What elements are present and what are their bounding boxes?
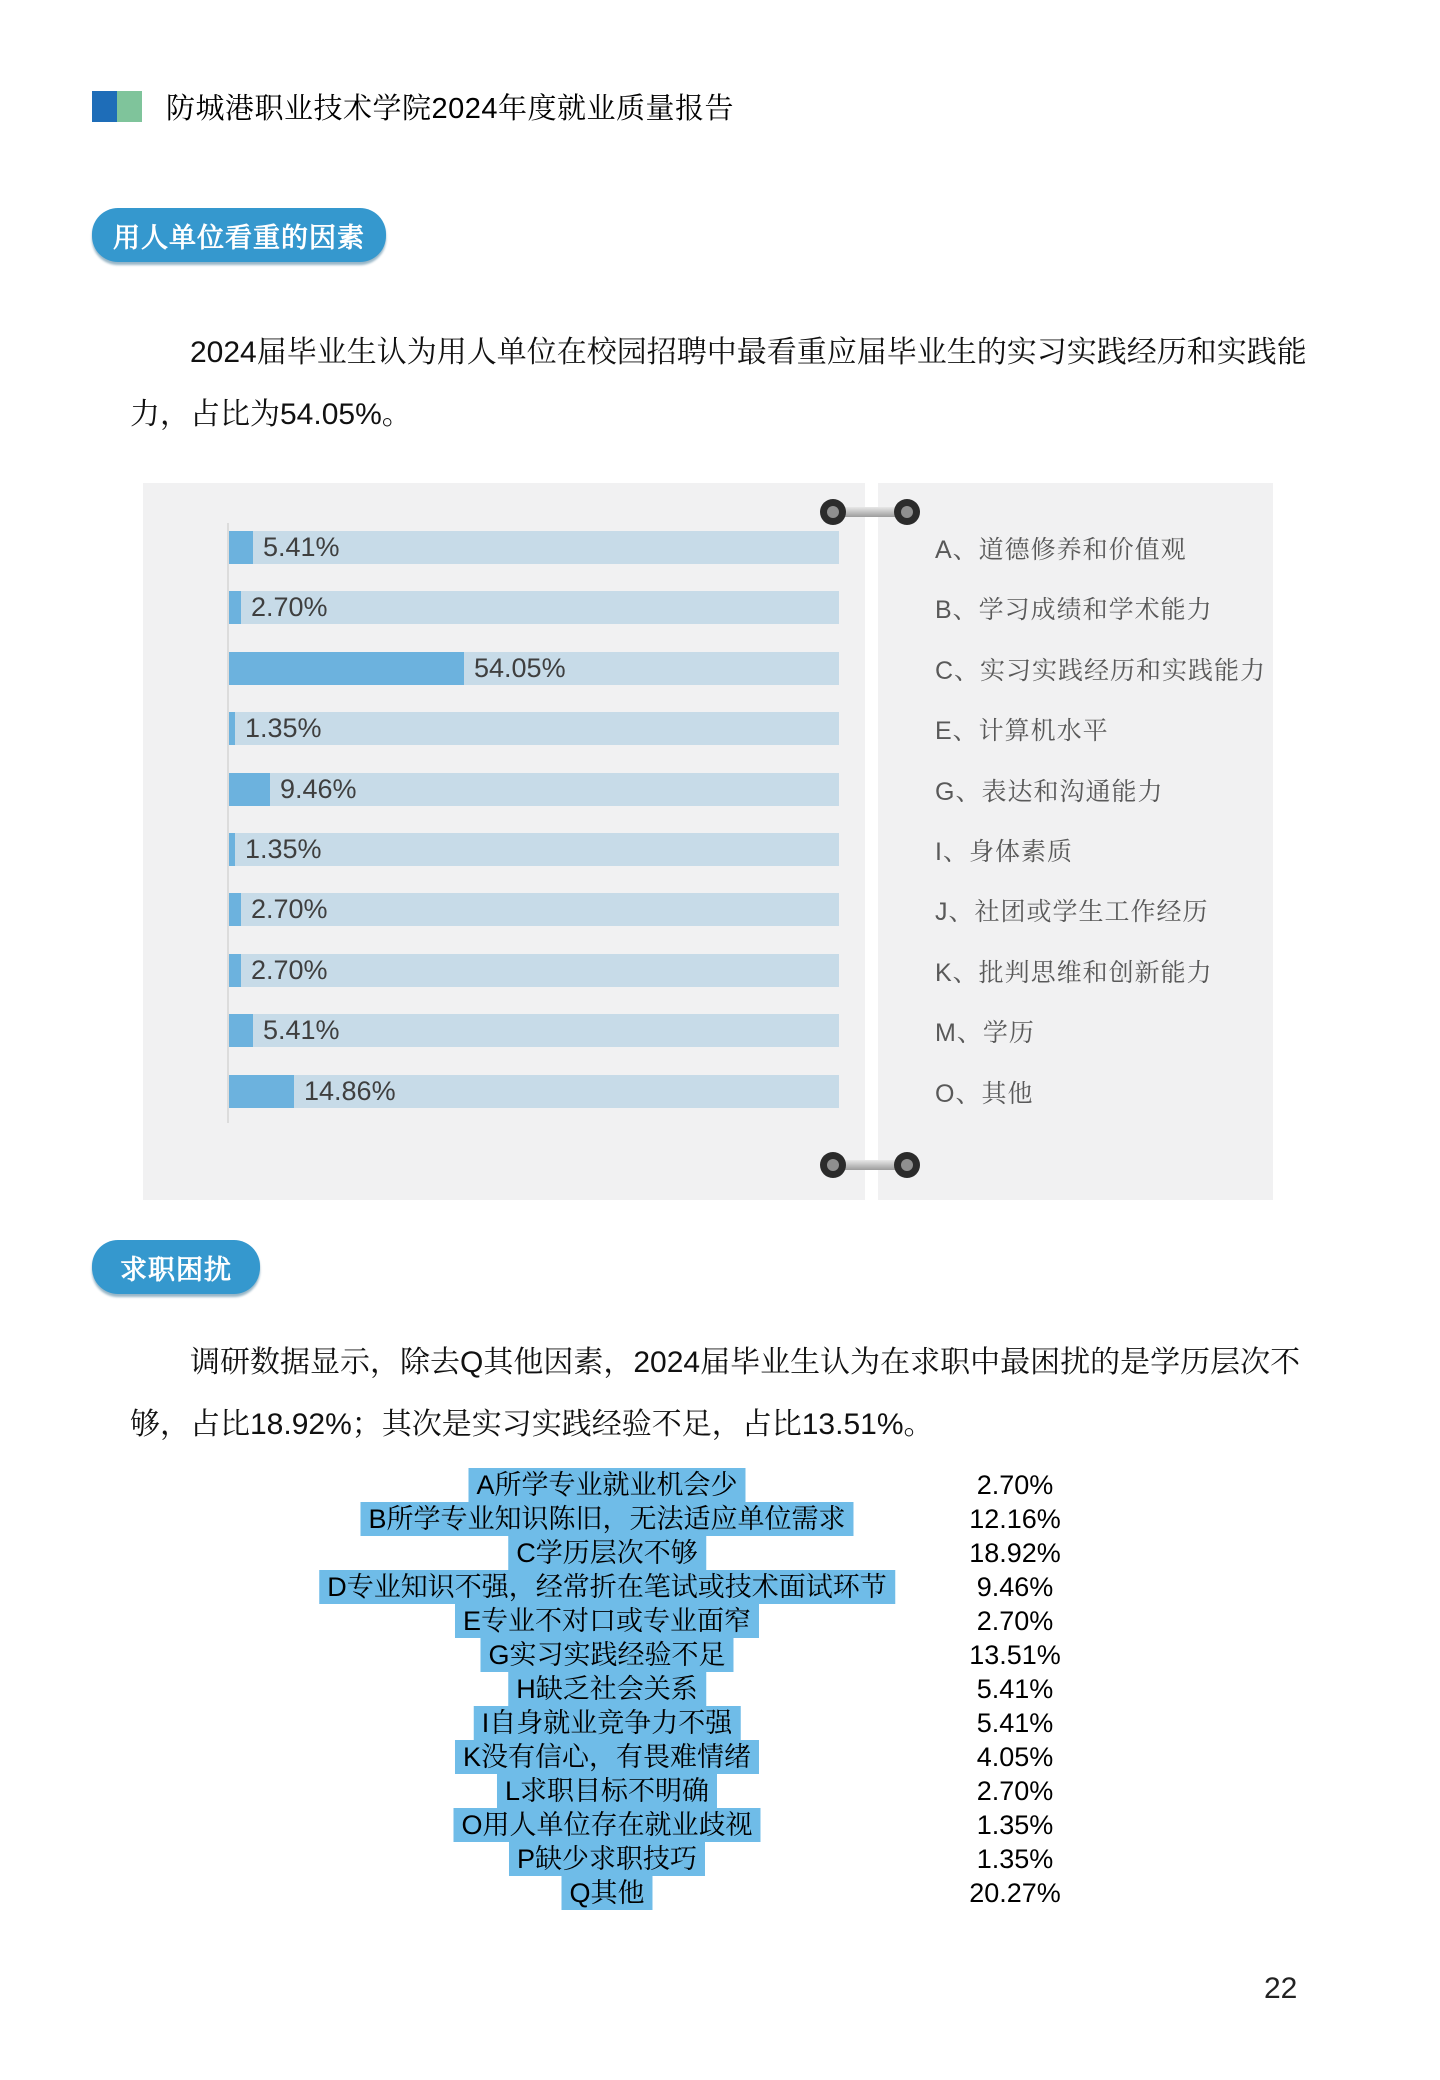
bar-value-label: 1.35% [245,834,322,864]
bar-fill [229,954,241,987]
list-item-value: 18.92% [969,1538,1061,1568]
bar-track [229,712,839,745]
bar-fill [229,591,241,624]
bar-chart-panel [143,483,865,1200]
list-item-value: 13.51% [969,1640,1061,1670]
list-item-value: 12.16% [969,1504,1061,1534]
category-label: K、批判思维和创新能力 [935,958,1213,987]
bar-track [229,1014,839,1047]
bar-value-label: 5.41% [263,532,340,562]
bar-fill [229,1014,253,1047]
list-item-label: O用人单位存在就业歧视 [453,1808,760,1842]
bar-value-label: 2.70% [251,894,328,924]
category-row [935,954,1213,987]
bar-track [229,591,839,624]
bar-value-label: 2.70% [251,955,328,985]
trouble-list [0,1468,1440,1910]
binder-ring-bottom [820,1150,920,1180]
binder-ring-icon [894,1152,920,1178]
list-item-label: E专业不对口或专业面窄 [455,1604,759,1638]
bar-fill [229,773,270,806]
list-item-label: P缺少求职技巧 [509,1842,705,1876]
bar-value-label: 2.70% [251,592,328,622]
list-item [0,1808,1440,1842]
list-item-value: 5.41% [976,1708,1054,1738]
category-label: E、计算机水平 [935,716,1109,745]
category-label: J、社团或学生工作经历 [935,897,1209,926]
category-row [935,893,1209,926]
bar-fill [229,531,253,564]
bar-fill [229,833,235,866]
category-row [935,591,1213,624]
list-item-value: 20.27% [969,1878,1061,1908]
bar-fill [229,712,235,745]
list-item-label: Q其他 [561,1876,652,1910]
logo-green-square [117,91,142,122]
list-item-label: K没有信心，有畏难情绪 [455,1740,759,1774]
bar-fill [229,1075,294,1108]
category-label: O、其他 [935,1079,1034,1108]
category-label: B、学习成绩和学术能力 [935,595,1213,624]
bar-row [229,773,839,806]
bar-fill [229,893,241,926]
list-item-value: 1.35% [976,1844,1054,1874]
bar-row [229,833,839,866]
list-item-value: 1.35% [976,1810,1054,1840]
list-item-label: B所学专业知识陈旧，无法适应单位需求 [360,1502,853,1536]
bar-track [229,1075,839,1108]
list-item-label: H缺乏社会关系 [508,1672,706,1706]
category-label: I、身体素质 [935,837,1073,866]
page-header [92,86,734,127]
bar-track [229,531,839,564]
list-item [0,1638,1440,1672]
category-label: A、道德修养和价值观 [935,535,1187,564]
bar-value-label: 1.35% [245,713,322,743]
bar-value-label: 14.86% [304,1076,396,1106]
bar-track [229,893,839,926]
bar-row [229,712,839,745]
bar-value-label: 54.05% [474,653,566,683]
binder-ring-icon [820,1152,846,1178]
bar-row [229,1014,839,1047]
bar-track [229,954,839,987]
list-item [0,1706,1440,1740]
logo-blue-square [92,91,117,122]
list-item-value: 9.46% [976,1572,1054,1602]
section-badge-employer-factors [92,208,386,262]
list-item-value: 2.70% [976,1776,1054,1806]
list-item-label: A所学专业就业机会少 [468,1468,745,1502]
list-item [0,1536,1440,1570]
section2-paragraph: 调研数据显示，除去Q其他因素，2024届毕业生认为在求职中最困扰的是学历层次不够，占比18.92%；其次是实习实践经验不足，占比13.51%。 [130,1346,1301,1441]
category-label: C、实习实践经历和实践能力 [935,656,1267,685]
binder-ring-icon [894,499,920,525]
bar-track [229,833,839,866]
category-row [935,1014,1035,1047]
list-item [0,1672,1440,1706]
category-row [935,1075,1033,1108]
list-item [0,1876,1440,1910]
bar-row [229,954,839,987]
list-item-value: 5.41% [976,1674,1054,1704]
page-number: 22 [1264,1972,1298,2005]
binder-ring-top [820,497,920,527]
bar-track [229,773,839,806]
bar-row [229,591,839,624]
list-item [0,1740,1440,1774]
list-item-value: 4.05% [976,1742,1054,1772]
bar-row [229,531,839,564]
category-row [935,531,1187,564]
category-row [935,652,1266,685]
section-badge-label: 求职困扰 [120,1254,232,1285]
bar-row [229,1075,839,1108]
section-badge-label: 用人单位看重的因素 [113,222,365,253]
list-item-label: G实习实践经验不足 [480,1638,733,1672]
section1-paragraph: 2024届毕业生认为用人单位在校园招聘中最看重应届毕业生的实习实践经历和实践能力，占比为54.05%。 [130,336,1307,431]
list-item-value: 2.70% [976,1470,1054,1500]
section-badge-job-troubles [92,1240,260,1294]
bar-track [229,652,839,685]
bar-row [229,652,839,685]
list-item [0,1502,1440,1536]
report-title: 防城港职业技术学院2024年度就业质量报告 [166,93,735,125]
list-item-label: D专业知识不强，经常折在笔试或技术面试环节 [319,1570,895,1604]
bar-value-label: 9.46% [280,774,357,804]
list-item-value: 2.70% [976,1606,1054,1636]
binder-ring-icon [820,499,846,525]
bar-row [229,893,839,926]
category-row [935,773,1163,806]
list-item-label: L求职目标不明确 [497,1774,717,1808]
category-panel [878,483,1273,1200]
list-item-label: I自身就业竞争力不强 [474,1706,741,1740]
category-row [935,712,1109,745]
list-item [0,1842,1440,1876]
list-item [0,1570,1440,1604]
list-item-label: C学历层次不够 [508,1536,706,1570]
bar-value-label: 5.41% [263,1015,340,1045]
category-label: G、表达和沟通能力 [935,777,1164,806]
list-item [0,1604,1440,1638]
category-row [935,833,1073,866]
list-item [0,1468,1440,1502]
list-item [0,1774,1440,1808]
bar-fill [229,652,464,685]
category-label: M、学历 [935,1018,1035,1047]
